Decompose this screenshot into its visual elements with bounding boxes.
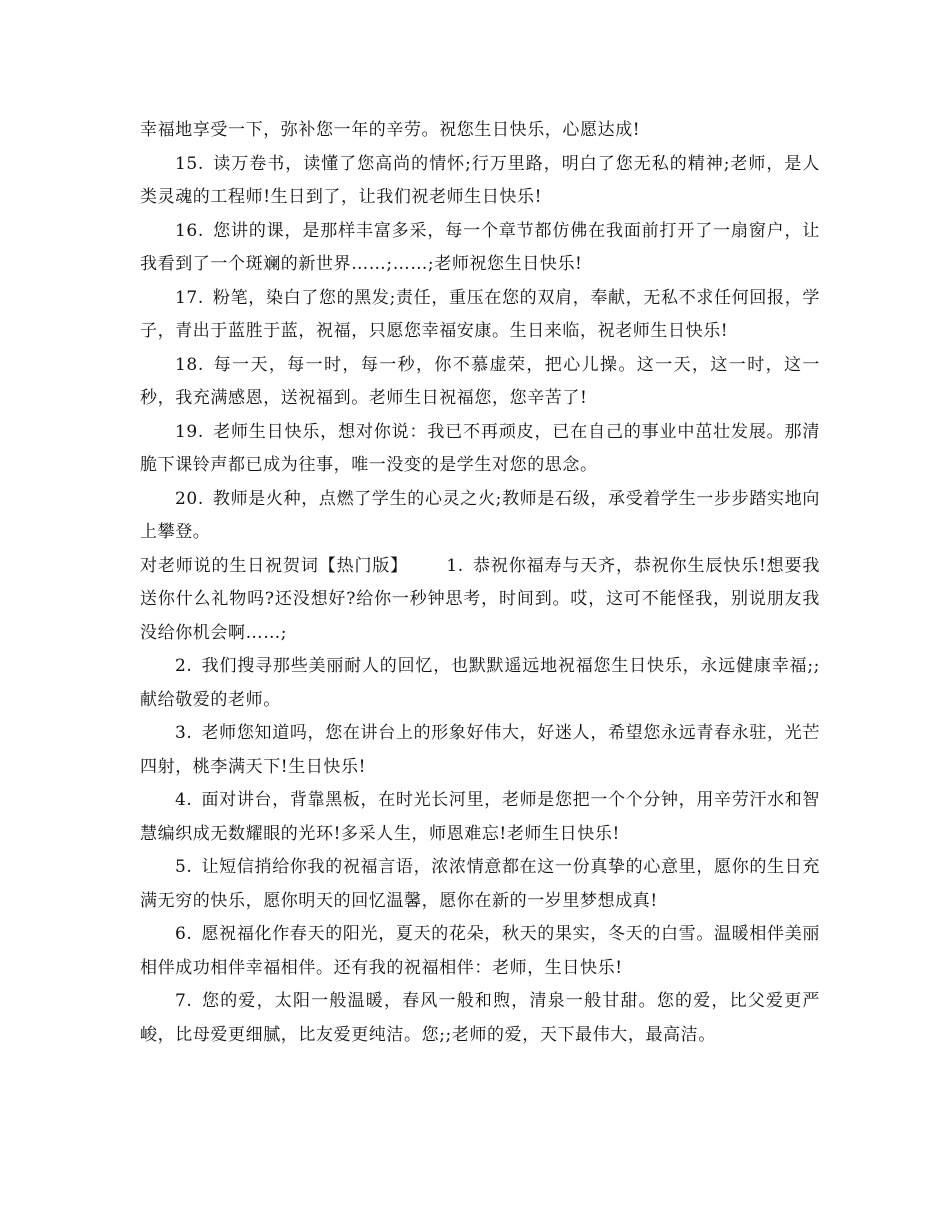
paragraph-text: 我们搜寻那些美丽耐人的回忆，也默默遥远地祝福您生日快乐，永远健康幸福;;献给敬爱的老师。 [140, 656, 820, 710]
paragraph-text: 您的爱，太阳一般温暖，春风一般和煦，清泉一般甘甜。您的爱，比父爱更严峻，比母爱更细腻，比友爱更纯洁。您;;老师的爱，天下最伟大，最高洁。 [140, 991, 820, 1045]
section-heading: 对老师说的生日祝贺词【热门版】 [140, 555, 409, 576]
paragraph-number: 6. [175, 924, 193, 944]
paragraph-number: 15. [175, 153, 204, 174]
paragraph-text: 每一天，每一时，每一秒，你不慕虚荣，把心儿操。这一天，这一时，这一秒，我充满感恩，送祝福到。老师生日祝福您，您辛苦了! [140, 354, 820, 408]
paragraph-16 [140, 215, 820, 282]
document-body [140, 114, 820, 1052]
paragraph-text: 愿祝福化作春天的阳光，夏天的花朵，秋天的果实，冬天的白雪。温暖相伴美丽相伴成功相伴幸福相伴。还有我的祝福相伴：老师，生日快乐! [140, 924, 820, 978]
paragraph-20 [140, 483, 820, 550]
paragraph-15 [140, 148, 820, 215]
paragraph-3 [140, 717, 820, 784]
paragraph-text: 恭祝你福寿与天齐，恭祝你生辰快乐!想要我送你什么礼物吗?还没想好?给你一秒钟思考，时间到。哎，这可不能怪我，别说朋友我没给你机会啊……; [140, 555, 820, 643]
paragraph-number: 1. [446, 555, 464, 576]
paragraph-text: 老师您知道吗，您在讲台上的形象好伟大，好迷人，希望您永远青春永驻，光芒四射，桃李满天下!生日快乐! [140, 723, 820, 777]
paragraph-4 [140, 784, 820, 851]
paragraph-text: 让短信捎给你我的祝福言语，浓浓情意都在这一份真挚的心意里，愿你的生日充满无穷的快乐，愿你明天的回忆温馨，愿你在新的一岁里梦想成真! [140, 857, 820, 911]
paragraph-number: 17. [175, 287, 204, 308]
section-heading-paragraph [140, 550, 820, 651]
paragraph-2 [140, 650, 820, 717]
paragraph-number: 18. [175, 354, 204, 375]
paragraph-number: 19. [175, 421, 204, 442]
paragraph-text: 老师生日快乐，想对你说：我已不再顽皮，已在自己的事业中茁壮发展。那清脆下课铃声都已成为往事，唯一没变的是学生对您的思念。 [140, 421, 820, 475]
paragraph-6 [140, 918, 820, 985]
paragraph-number: 16. [175, 220, 204, 241]
paragraph-19 [140, 416, 820, 483]
paragraph-text: 粉笔，染白了您的黑发;责任，重压在您的双肩，奉献，无私不求任何回报，学子，青出于蓝胜于蓝，祝福，只愿您幸福安康。生日来临，祝老师生日快乐! [140, 287, 820, 341]
paragraph-number: 5. [175, 857, 193, 877]
paragraph-18 [140, 349, 820, 416]
paragraph-17 [140, 282, 820, 349]
paragraph-5 [140, 851, 820, 918]
paragraph-number: 7. [175, 991, 193, 1011]
paragraph-7 [140, 985, 820, 1052]
paragraph-continued [140, 114, 820, 148]
paragraph-number: 3. [175, 723, 193, 743]
paragraph-text: 面对讲台，背靠黑板，在时光长河里，老师是您把一个个分钟，用辛劳汗水和智慧编织成无数耀眼的光环!多采人生，师恩难忘!老师生日快乐! [140, 790, 820, 844]
paragraph-number: 4. [175, 790, 193, 810]
paragraph-number: 20. [175, 488, 204, 509]
paragraph-text: 教师是火种，点燃了学生的心灵之火;教师是石级，承受着学生一步步踏实地向上攀登。 [140, 488, 820, 542]
paragraph-number: 2. [175, 656, 193, 676]
paragraph-text: 您讲的课，是那样丰富多采，每一个章节都仿佛在我面前打开了一扇窗户，让我看到了一个斑斓的新世界……;……;老师祝您生日快乐! [140, 220, 820, 274]
paragraph-text: 幸福地享受一下，弥补您一年的辛劳。祝您生日快乐，心愿达成! [140, 120, 641, 140]
paragraph-text: 读万卷书，读懂了您高尚的情怀;行万里路，明白了您无私的精神;老师，是人类灵魂的工程师!生日到了，让我们祝老师生日快乐! [140, 153, 820, 207]
